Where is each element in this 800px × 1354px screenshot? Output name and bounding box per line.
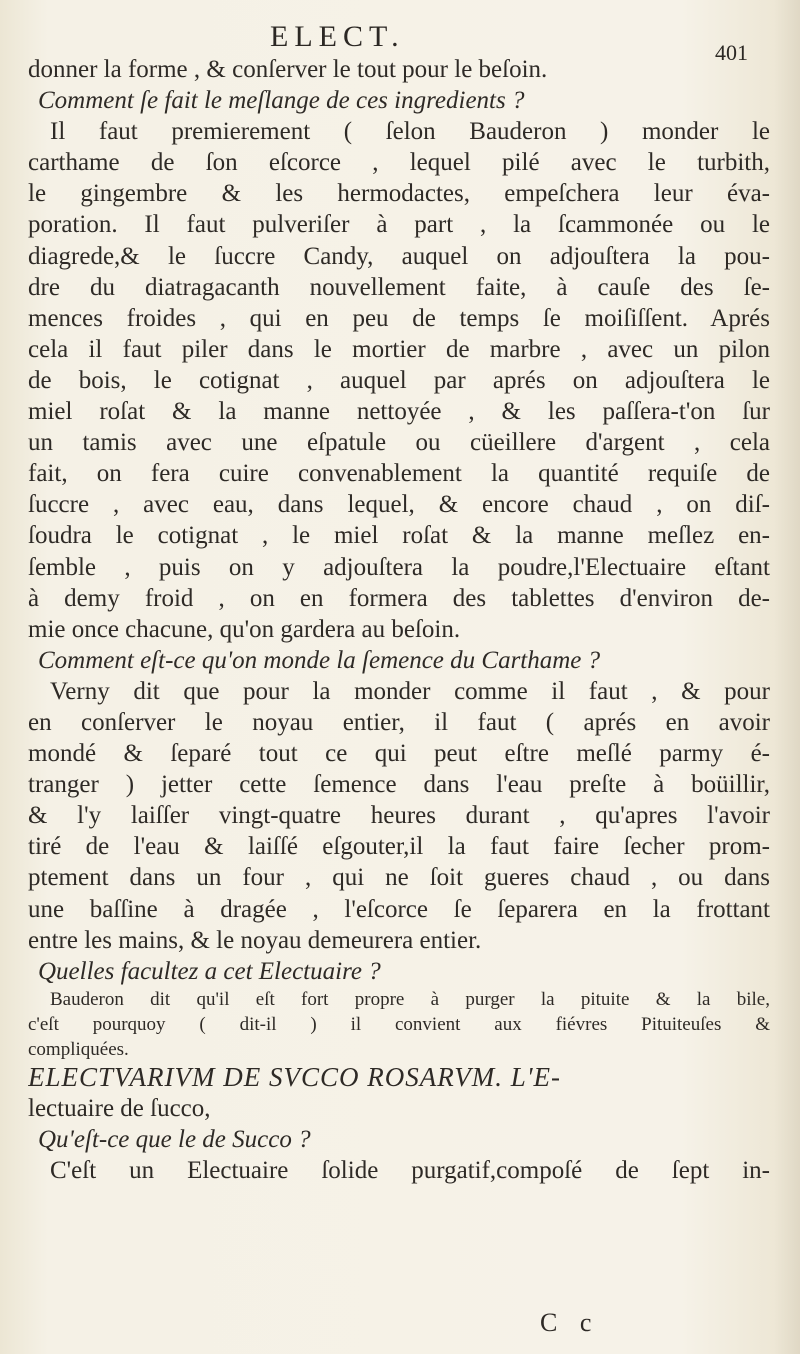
text-line: mie once chacune, qu'on gardera au beſoin.	[28, 615, 461, 643]
question-heading: Comment ſe fait le meſlange de ces ingredients ?	[38, 87, 525, 115]
text-line: compliquées.	[28, 1038, 129, 1060]
text-line: tiré de l'eau & laiſſé eſgouter,il la faut faire ſecher prom-	[28, 833, 770, 861]
text-line: c'eſt pourquoy ( dit-il ) il convient aux fiévres Pituiteuſes &	[28, 1013, 770, 1035]
question-heading: Qu'eſt-ce que le de Succo ?	[38, 1126, 311, 1153]
text-line: à demy froid , on en formera des tablettes d'environ de-	[28, 584, 770, 612]
text-line: fait, on fera cuire convenablement la quantité requiſe de	[28, 460, 770, 488]
text-line: de bois, le cotignat , auquel par aprés on adjouſtera le	[28, 366, 770, 394]
question-heading: Comment eſt-ce qu'on monde la ſemence du Carthame ?	[38, 646, 601, 674]
question-heading: Quelles facultez a cet Electuaire ?	[38, 957, 381, 985]
text-line: miel roſat & la manne nettoyée , & les paſſera-t'on ſur	[28, 398, 770, 426]
text-line: poration. Il faut pulveriſer à part , la ſcammonée ou le	[28, 211, 770, 239]
text-line: une baſſine à dragée , l'eſcorce ſe ſeparera en la frottant	[28, 895, 770, 923]
text-line: Il faut premierement ( ſelon Bauderon ) monder le	[50, 118, 770, 146]
text-line: Bauderon dit qu'il eſt fort propre à purger la pituite & la bile,	[50, 988, 770, 1010]
page-number: 401	[715, 40, 748, 65]
text-line: mondé & ſeparé tout ce qui peut eſtre meſlé parmy é-	[28, 740, 770, 768]
text-line: donner la forme , & conſerver le tout pour le beſoin.	[28, 56, 548, 83]
text-line: cela il faut piler dans le mortier de marbre , avec un pilon	[28, 335, 770, 363]
text-line: carthame de ſon eſcorce , lequel pilé avec le turbith,	[28, 149, 770, 177]
text-line: en conſerver le noyau entier, il faut ( aprés en avoir	[28, 708, 770, 736]
signature-mark: C c	[540, 1308, 600, 1337]
text-line: ptement dans un four , qui ne ſoit gueres chaud , ou dans	[28, 864, 770, 892]
page-edge-shadow	[774, 0, 800, 1354]
text-line: dre du diatragacanth nouvellement faite, à cauſe des ſe-	[28, 273, 770, 301]
text-line: Verny dit que pour la monder comme il faut , & pour	[50, 677, 770, 705]
text-line: tranger ) jetter cette ſemence dans l'eau preſte à boüillir,	[28, 771, 770, 799]
section-heading: ELECTVARIVM DE SVCCO ROSARVM. L'E-	[28, 1061, 561, 1092]
text-line: un tamis avec une eſpatule ou cüeillere d'argent , cela	[28, 429, 770, 457]
text-line: C'eſt un Electuaire ſolide purgatif,compoſé de ſept in-	[50, 1157, 770, 1185]
text-line: ſemble , puis on y adjouſtera la poudre,l'Electuaire eſtant	[28, 553, 770, 581]
text-line: ſuccre , avec eau, dans lequel, & encore chaud , on diſ-	[28, 491, 770, 519]
page-header	[0, 14, 800, 65]
text-line: entre les mains, & le noyau demeurera entier.	[28, 926, 482, 954]
text-line: mences froides , qui en peu de temps ſe moiſiſſent. Aprés	[28, 304, 770, 332]
text-line: le gingembre & les hermodactes, empeſchera leur éva-	[28, 180, 770, 208]
running-head: ELECT.	[270, 20, 405, 53]
text-line: lectuaire de ſucco,	[28, 1094, 211, 1122]
text-line: ſoudra le cotignat , le miel roſat & la manne meſlez en-	[28, 522, 770, 550]
text-line: & l'y laiſſer vingt-quatre heures durant , qu'apres l'avoir	[28, 802, 770, 830]
body-text	[28, 54, 770, 1186]
text-line: diagrede,& le ſuccre Candy, auquel on adjouſtera la pou-	[28, 242, 770, 270]
